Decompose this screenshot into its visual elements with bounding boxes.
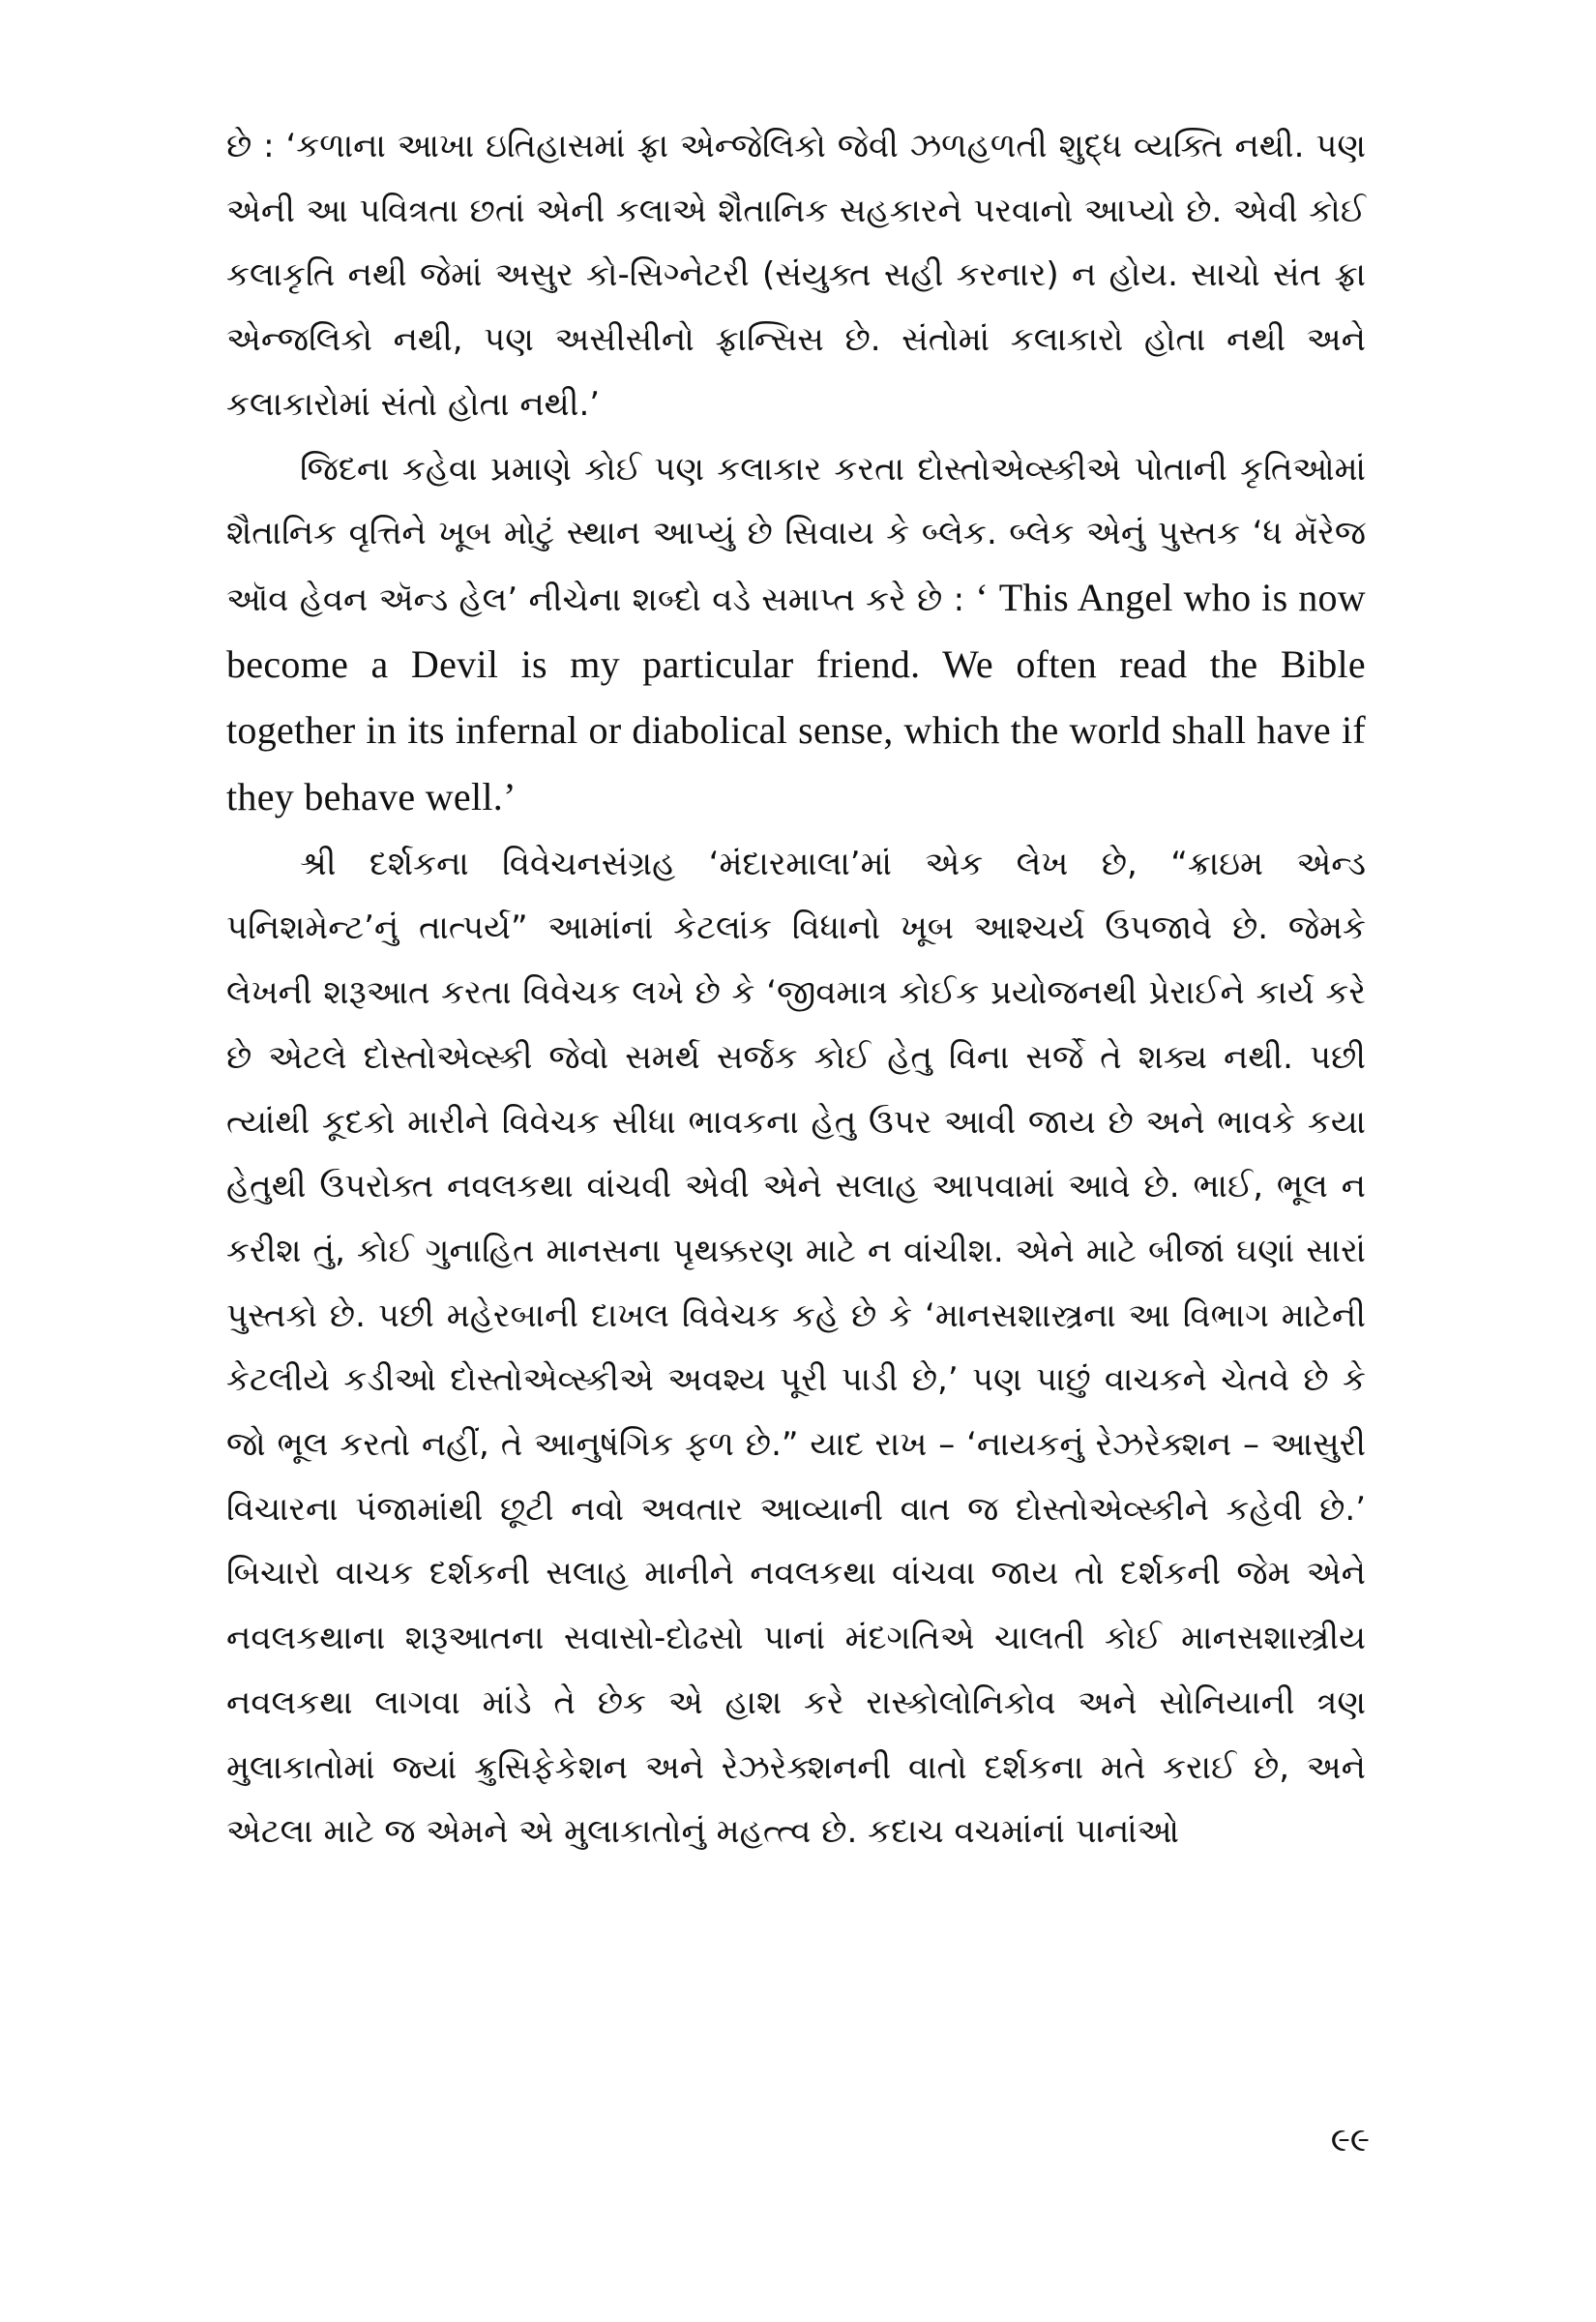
page-number: ૯૯ [1330, 2121, 1370, 2159]
paragraph-3: શ્રી દર્શકના વિવેચનસંગ્રહ ‘મંદારમાલા’માં એક લેખ છે, “ક્રાઇમ એન્ડ પનિશમેન્ટ’નું તાત્પર્ય” આમાંનાં કેટલાંક વિધાનો ખૂબ આશ્ચર્ય ઉપજાવે છે. જેમકે લેખની શરૂઆત કરતા વિવેચક લખે છે કે ‘જીવમાત્ર કોઈક પ્રયોજનથી પ્રેરાઈને કાર્ય કરે છે એટલે દોસ્તોએવ્સ્કી જેવો સમર્થ સર્જક કોઈ હેતુ વિના સર્જે તે શક્ય નથી. પછી ત્યાંથી કૂદકો મારીને વિવેચક સીધા ભાવકના હેતુ ઉપર આવી જાય છે અને ભાવકે કયા હેતુથી ઉપરોક્ત નવલકથા વાંચવી એવી એને સલાહ આપવામાં આવે છે. ભાઈ, ભૂલ ન કરીશ તું, કોઈ ગુનાહિત માનસના પૃથક્કરણ માટે ન વાંચીશ. એને માટે બીજાં ઘણાં સારાં પુસ્તકો છે. પછી મહેરબાની દાખલ વિવેચક કહે છે કે ‘માનસશાસ્ત્રના આ વિભાગ માટેની કેટલીયે કડીઓ દોસ્તોએવ્સ્કીએ અવશ્ય પૂરી પાડી છે,’ પણ પાછું વાચકને ચેતવે છે કે જો ભૂલ કરતો નહીં, તે આનુષંગિક ફળ છે.” યાદ રાખ – ‘નાયકનું રેઝરેક્શન – આસુરી વિચારના પંજામાંથી છૂટી નવો અવતાર આવ્યાની વાત જ દોસ્તોએવ્સ્કીને કહેવી છે.’ બિચારો વાચક દર્શકની સલાહ માનીને નવલકથા વાંચવા જાય તો દર્શકની જેમ એને નવલકથાના શરૂઆતના સવાસો-દોઢસો પાનાં મંદગતિએ ચાલતી કોઈ માનસશાસ્ત્રીય નવલકથા લાગવા માંડે તે છેક એ હાશ કરે રાસ્કોલોનિકોવ અને સોનિયાની ત્રણ મુલાકાતોમાં જ્યાં ક્રુસિફેકેશન અને રેઝરેક્શનની વાતો દર્શકના મતે કરાઈ છે, અને એટલા માટે જ એમને એ મુલાકાતોનું મહત્ત્વ છે. કદાચ વચમાંનાં પાનાંઓ [226, 844, 1366, 1852]
blake-quote: ‘ This Angel who is now become a Devil is my particular friend. We often read the Bible together in its infernal or diabolical sense, which the world shall have if they behave well.’ [226, 575, 1366, 819]
paragraph-1: છે : ‘કળાના આખા ઇતિહાસમાં ફ્રા એન્જેલિકો જેવી ઝળહળતી શુદ્ધ વ્યક્તિ નથી. પણ એની આ પવિત્રતા છતાં એની કલાએ શૈતાનિક સહકારને પરવાનો આપ્યો છે. એવી કોઈ કલાકૃતિ નથી જેમાં અસુર કો-સિગ્નેટરી (સંયુક્ત સહી કરનાર) ન હોય. સાચો સંત ફ્રા એન્જલિકો નથી, પણ અસીસીનો ફ્રાન્સિસ છે. સંતોમાં કલાકારો હોતા નથી અને કલાકારોમાં સંતો હોતા નથી.’ [226, 127, 1366, 424]
paragraph-2 [226, 437, 1366, 832]
paragraph-2-gujarati: જિદના કહેવા પ્રમાણે કોઈ પણ કલાકાર કરતા દોસ્તોએવ્સ્કીએ પોતાની કૃતિઓમાં શૈતાનિક વૃત્તિને ખૂબ મોટું સ્થાન આપ્યું છે સિવાય કે બ્લેક. બ્લેક એનું પુસ્તક ‘ધ મૅરેજ ઑવ હેવન ઍન્ડ હેલ’ નીચેના શબ્દો વડે સમાપ્ત કરે છે : [226, 449, 1366, 619]
body-text [226, 114, 1366, 1864]
